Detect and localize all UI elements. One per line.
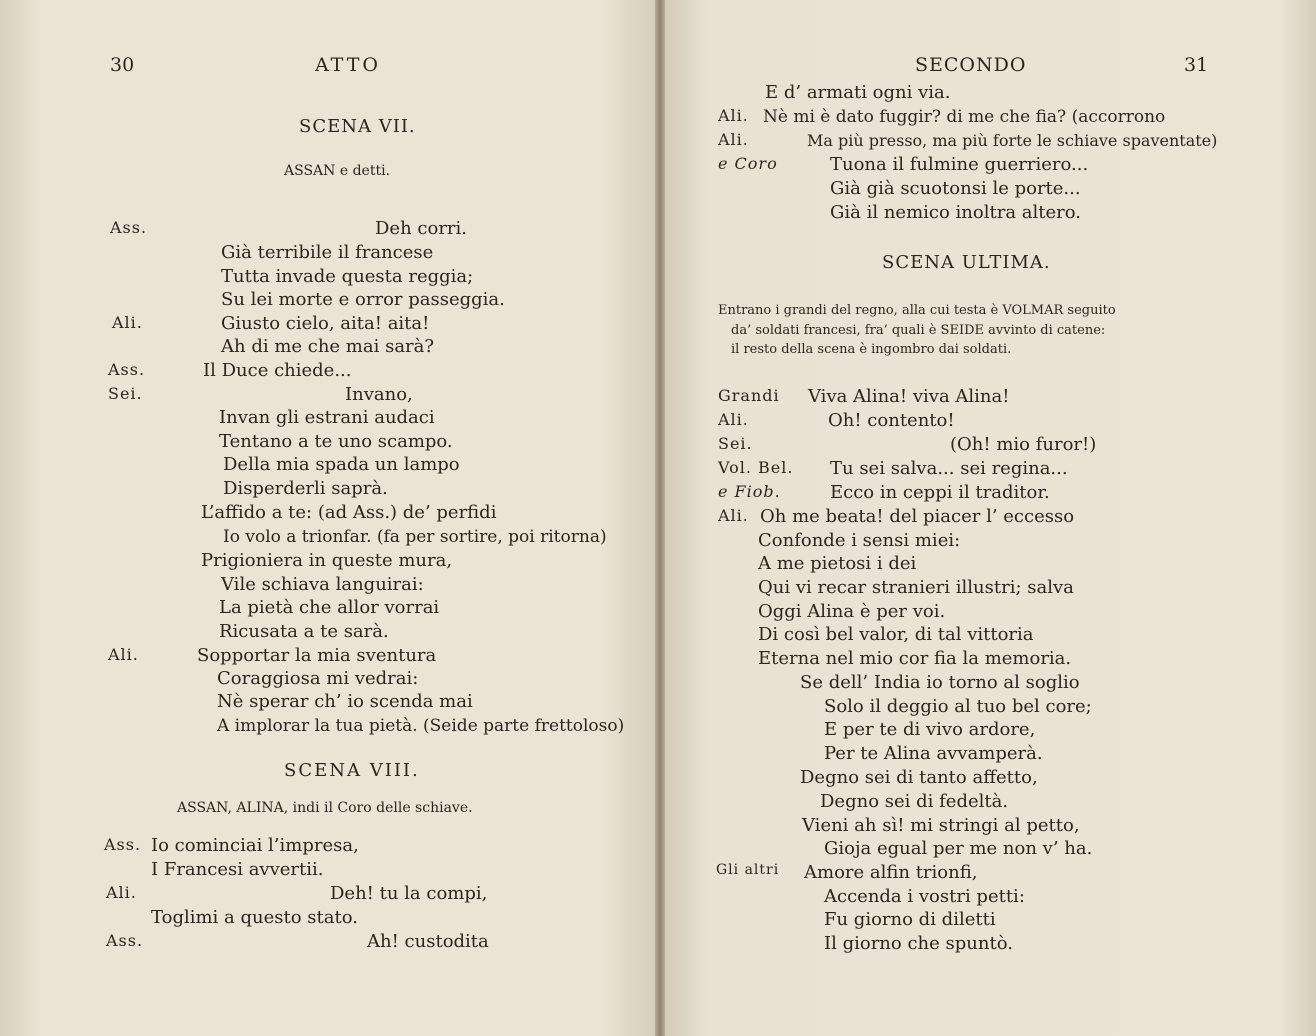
speaker: Ali. xyxy=(718,130,749,149)
verse-line: Gioja egual per me non v’ ha. xyxy=(824,838,1093,859)
verse-line: (Oh! mio furor!) xyxy=(950,434,1097,455)
speaker: e Coro xyxy=(718,154,778,173)
verse-line: Invano, xyxy=(345,384,413,405)
verse-line: Ma più presso, ma più forte le schiave spaventate) xyxy=(807,131,1218,150)
verse-line: A implorar la tua pietà. (Seide parte frettoloso) xyxy=(217,716,625,736)
scene-cast: ASSAN e detti. xyxy=(284,163,391,179)
scene-cast: ASSAN, ALINA, indi il Coro delle schiave. xyxy=(177,800,473,816)
stage-direction: Entrano i grandi del regno, alla cui testa è VOLMAR seguito xyxy=(718,303,1116,318)
speaker: Ass. xyxy=(108,360,146,379)
verse-line: I Francesi avvertii. xyxy=(151,859,324,880)
verse-line: Coraggiosa mi vedrai: xyxy=(217,668,419,689)
verse-line: Il giorno che spuntò. xyxy=(824,933,1013,954)
verse-line: Amore alfin trionfi, xyxy=(804,862,978,883)
verse-line: La pietà che allor vorrai xyxy=(219,597,440,618)
scene-title: SCENA ULTIMA. xyxy=(882,252,1051,273)
verse-line: Ah di me che mai sarà? xyxy=(221,336,435,357)
verse-line: Solo il deggio al tuo bel core; xyxy=(824,696,1092,717)
verse-line: Toglimi a questo stato. xyxy=(151,907,358,928)
verse-line: E d’ armati ogni via. xyxy=(765,82,951,103)
speaker: Ass. xyxy=(104,835,142,854)
verse-line: Tuona il fulmine guerriero... xyxy=(830,154,1089,175)
verse-line: Vile schiava languirai: xyxy=(221,574,424,595)
verse-line: Oh! contento! xyxy=(828,410,955,431)
verse-line: Su lei morte e orror passeggia. xyxy=(221,289,505,310)
scene-title: SCENA VII. xyxy=(299,116,416,137)
verse-line: Oh me beata! del piacer l’ eccesso xyxy=(760,506,1075,527)
speaker: Vol. Bel. xyxy=(718,458,794,477)
verse-line: Qui vi recar stranieri illustri; salva xyxy=(758,577,1074,598)
verse-line: Il Duce chiede... xyxy=(203,360,352,381)
verse-line: Disperderli saprà. xyxy=(223,478,388,499)
verse-line: L’affido a te: (ad Ass.) de’ perfidi xyxy=(201,502,497,523)
book-gutter xyxy=(655,0,665,1036)
verse-line: Confonde i sensi miei: xyxy=(758,530,961,551)
verse-line: Degno sei di tanto affetto, xyxy=(800,767,1038,788)
page-number: 31 xyxy=(1184,54,1209,76)
verse-line: Tentano a te uno scampo. xyxy=(219,431,453,452)
verse-line: Deh corri. xyxy=(375,218,468,239)
running-head: ATTO xyxy=(315,54,381,76)
verse-line: Invan gli estrani audaci xyxy=(219,407,435,428)
stage-direction: il resto della scena è ingombro dai soldati. xyxy=(731,342,1012,357)
verse-line: Fu giorno di diletti xyxy=(824,909,996,930)
verse-line: Giusto cielo, aita! aita! xyxy=(221,313,430,334)
verse-line: Ah! custodita xyxy=(367,931,489,952)
speaker: Ali. xyxy=(112,313,143,332)
speaker: Gli altri xyxy=(716,862,780,878)
verse-line: A me pietosi i dei xyxy=(758,553,917,574)
speaker: Sei. xyxy=(108,384,143,403)
verse-line: Accenda i vostri petti: xyxy=(824,886,1025,907)
speaker: Ali. xyxy=(718,506,749,525)
verse-line: Prigioniera in queste mura, xyxy=(201,550,453,571)
verse-line: Degno sei di fedeltà. xyxy=(820,791,1009,812)
verse-line: Di così bel valor, di tal vittoria xyxy=(758,624,1034,645)
running-head: SECONDO xyxy=(915,54,1027,76)
verse-line: Della mia spada un lampo xyxy=(223,454,460,475)
verse-line: Io volo a trionfar. (fa per sortire, poi ritorna) xyxy=(223,527,607,547)
verse-line: Sopportar la mia sventura xyxy=(197,645,437,666)
verse-line: Già il nemico inoltra altero. xyxy=(830,202,1081,223)
speaker: e Fiob. xyxy=(718,482,781,501)
verse-line: Nè mi è dato fuggir? di me che fia? (accorrono xyxy=(763,107,1166,127)
right-page xyxy=(660,0,1316,1036)
verse-line: Vieni ah sì! mi stringi al petto, xyxy=(802,815,1080,836)
verse-line: Deh! tu la compi, xyxy=(330,883,488,904)
speaker: Ali. xyxy=(718,106,749,125)
page-number: 30 xyxy=(110,54,135,76)
verse-line: Nè sperar ch’ io scenda mai xyxy=(217,691,473,712)
verse-line: Ricusata a te sarà. xyxy=(219,621,389,642)
verse-line: Già terribile il francese xyxy=(221,242,434,263)
speaker: Ali. xyxy=(108,645,139,664)
speaker: Ali. xyxy=(106,883,137,902)
verse-line: Oggi Alina è per voi. xyxy=(758,601,946,622)
speaker: Ali. xyxy=(718,410,749,429)
verse-line: E per te di vivo ardore, xyxy=(824,719,1036,740)
verse-line: Viva Alina! viva Alina! xyxy=(808,386,1010,407)
speaker: Grandi xyxy=(718,386,780,405)
stage-direction: da’ soldati francesi, fra’ quali è SEIDE avvinto di catene: xyxy=(731,323,1106,338)
speaker: Sei. xyxy=(718,434,753,453)
scene-title: SCENA VIII. xyxy=(284,760,420,781)
verse-line: Ecco in ceppi il traditor. xyxy=(830,482,1050,503)
verse-line: Per te Alina avvamperà. xyxy=(824,743,1043,764)
verse-line: Tu sei salva... sei regina... xyxy=(830,458,1068,479)
verse-line: Già già scuotonsi le porte... xyxy=(830,178,1081,199)
verse-line: Tutta invade questa reggia; xyxy=(221,266,474,287)
verse-line: Eterna nel mio cor fia la memoria. xyxy=(758,648,1072,669)
verse-line: Io cominciai l’impresa, xyxy=(151,835,359,856)
speaker: Ass. xyxy=(110,218,148,237)
verse-line: Se dell’ India io torno al soglio xyxy=(800,672,1080,693)
speaker: Ass. xyxy=(106,931,144,950)
